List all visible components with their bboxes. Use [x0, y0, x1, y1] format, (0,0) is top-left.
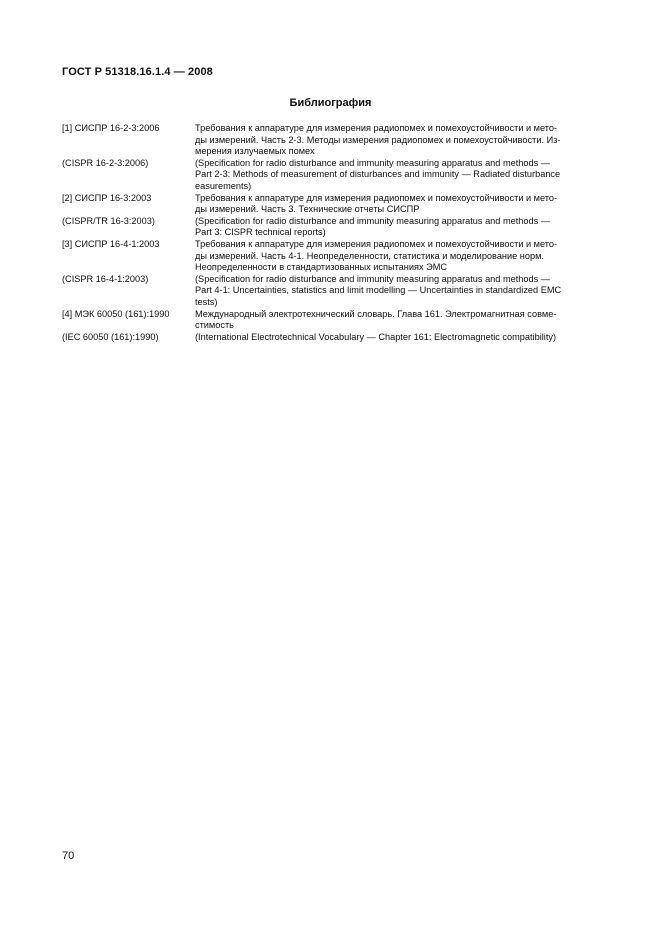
bibliography-entry-text: (Specification for radio disturbance and immunity measuring apparatus and methods — Part 3: CISPR technical reports)	[195, 215, 550, 238]
bibliography-entry-text: (Specification for radio disturbance and immunity measuring apparatus and methods — Part 4-1: Uncertainties, statistics and limit modelling — Uncertainties in standardized EMC tests)	[195, 273, 562, 307]
bibliography-entry-text: Требования к аппаратуре для измерения радиопомех и помехоустойчивости и мето- ды измерений. Часть 2-3. Методы измерения радиопомех и помехоустойчивости. Из- мерения излучаемых помех	[195, 123, 561, 157]
bibliography-entry	[62, 158, 600, 193]
bibliography-entry-reference: (IEC 60050 (161):1990)	[62, 331, 159, 342]
bibliography-entry-reference: [2] СИСПР 16-3:2003	[62, 192, 152, 203]
bibliography-entry-reference: [1] СИСПР 16-2-3:2006	[62, 123, 160, 133]
bibliography-entry-text: (International Electrotechnical Vocabulary — Chapter 161: Electromagnetic compatibility)	[195, 331, 557, 342]
bibliography-entry-reference: (CISPR 16-2-3:2006)	[62, 157, 149, 168]
bibliography-entry	[62, 332, 600, 344]
bibliography-entry-reference: [4] МЭК 60050 (161):1990	[62, 308, 170, 319]
bibliography-entry	[62, 193, 600, 216]
bibliography-entry	[62, 216, 600, 239]
bibliography-entry-text: Требования к аппаратуре для измерения радиопомех и помехоустойчивости и мето- ды измерений. Часть 4-1. Неопределенности, статистика и моделирование норм. Неопределенности в стандартизованных испытаниях ЭМС	[195, 238, 558, 273]
bibliography-entry	[62, 274, 600, 309]
bibliography-entry-text: Международный электротехнический словарь. Глава 161. Электромагнитная совме- стимость	[195, 308, 557, 331]
bibliography-entry-reference: (CISPR 16-4-1:2003)	[62, 273, 149, 284]
bibliography-entry-text: (Specification for radio disturbance and immunity measuring apparatus and methods — Part 2-3: Methods of measurement of disturbances and immunity — Radiated disturbance easurements)	[195, 157, 561, 191]
bibliography-list	[62, 123, 600, 343]
bibliography-entry	[62, 239, 600, 274]
bibliography-entry-reference: [3] СИСПР 16-4-1:2003	[62, 238, 160, 249]
bibliography-title: Библиография	[289, 97, 372, 109]
page-number: 70	[62, 850, 75, 862]
page-header-standard-code: ГОСТ Р 51318.16.1.4 — 2008	[62, 66, 213, 78]
bibliography-entry	[62, 123, 600, 158]
bibliography-entry-reference: (CISPR/TR 16-3:2003)	[62, 215, 155, 226]
bibliography-entry	[62, 309, 600, 332]
bibliography-entry-text: Требования к аппаратуре для измерения радиопомех и помехоустойчивости и мето- ды измерений. Часть 3. Технические отчеты СИСПР	[195, 192, 558, 215]
